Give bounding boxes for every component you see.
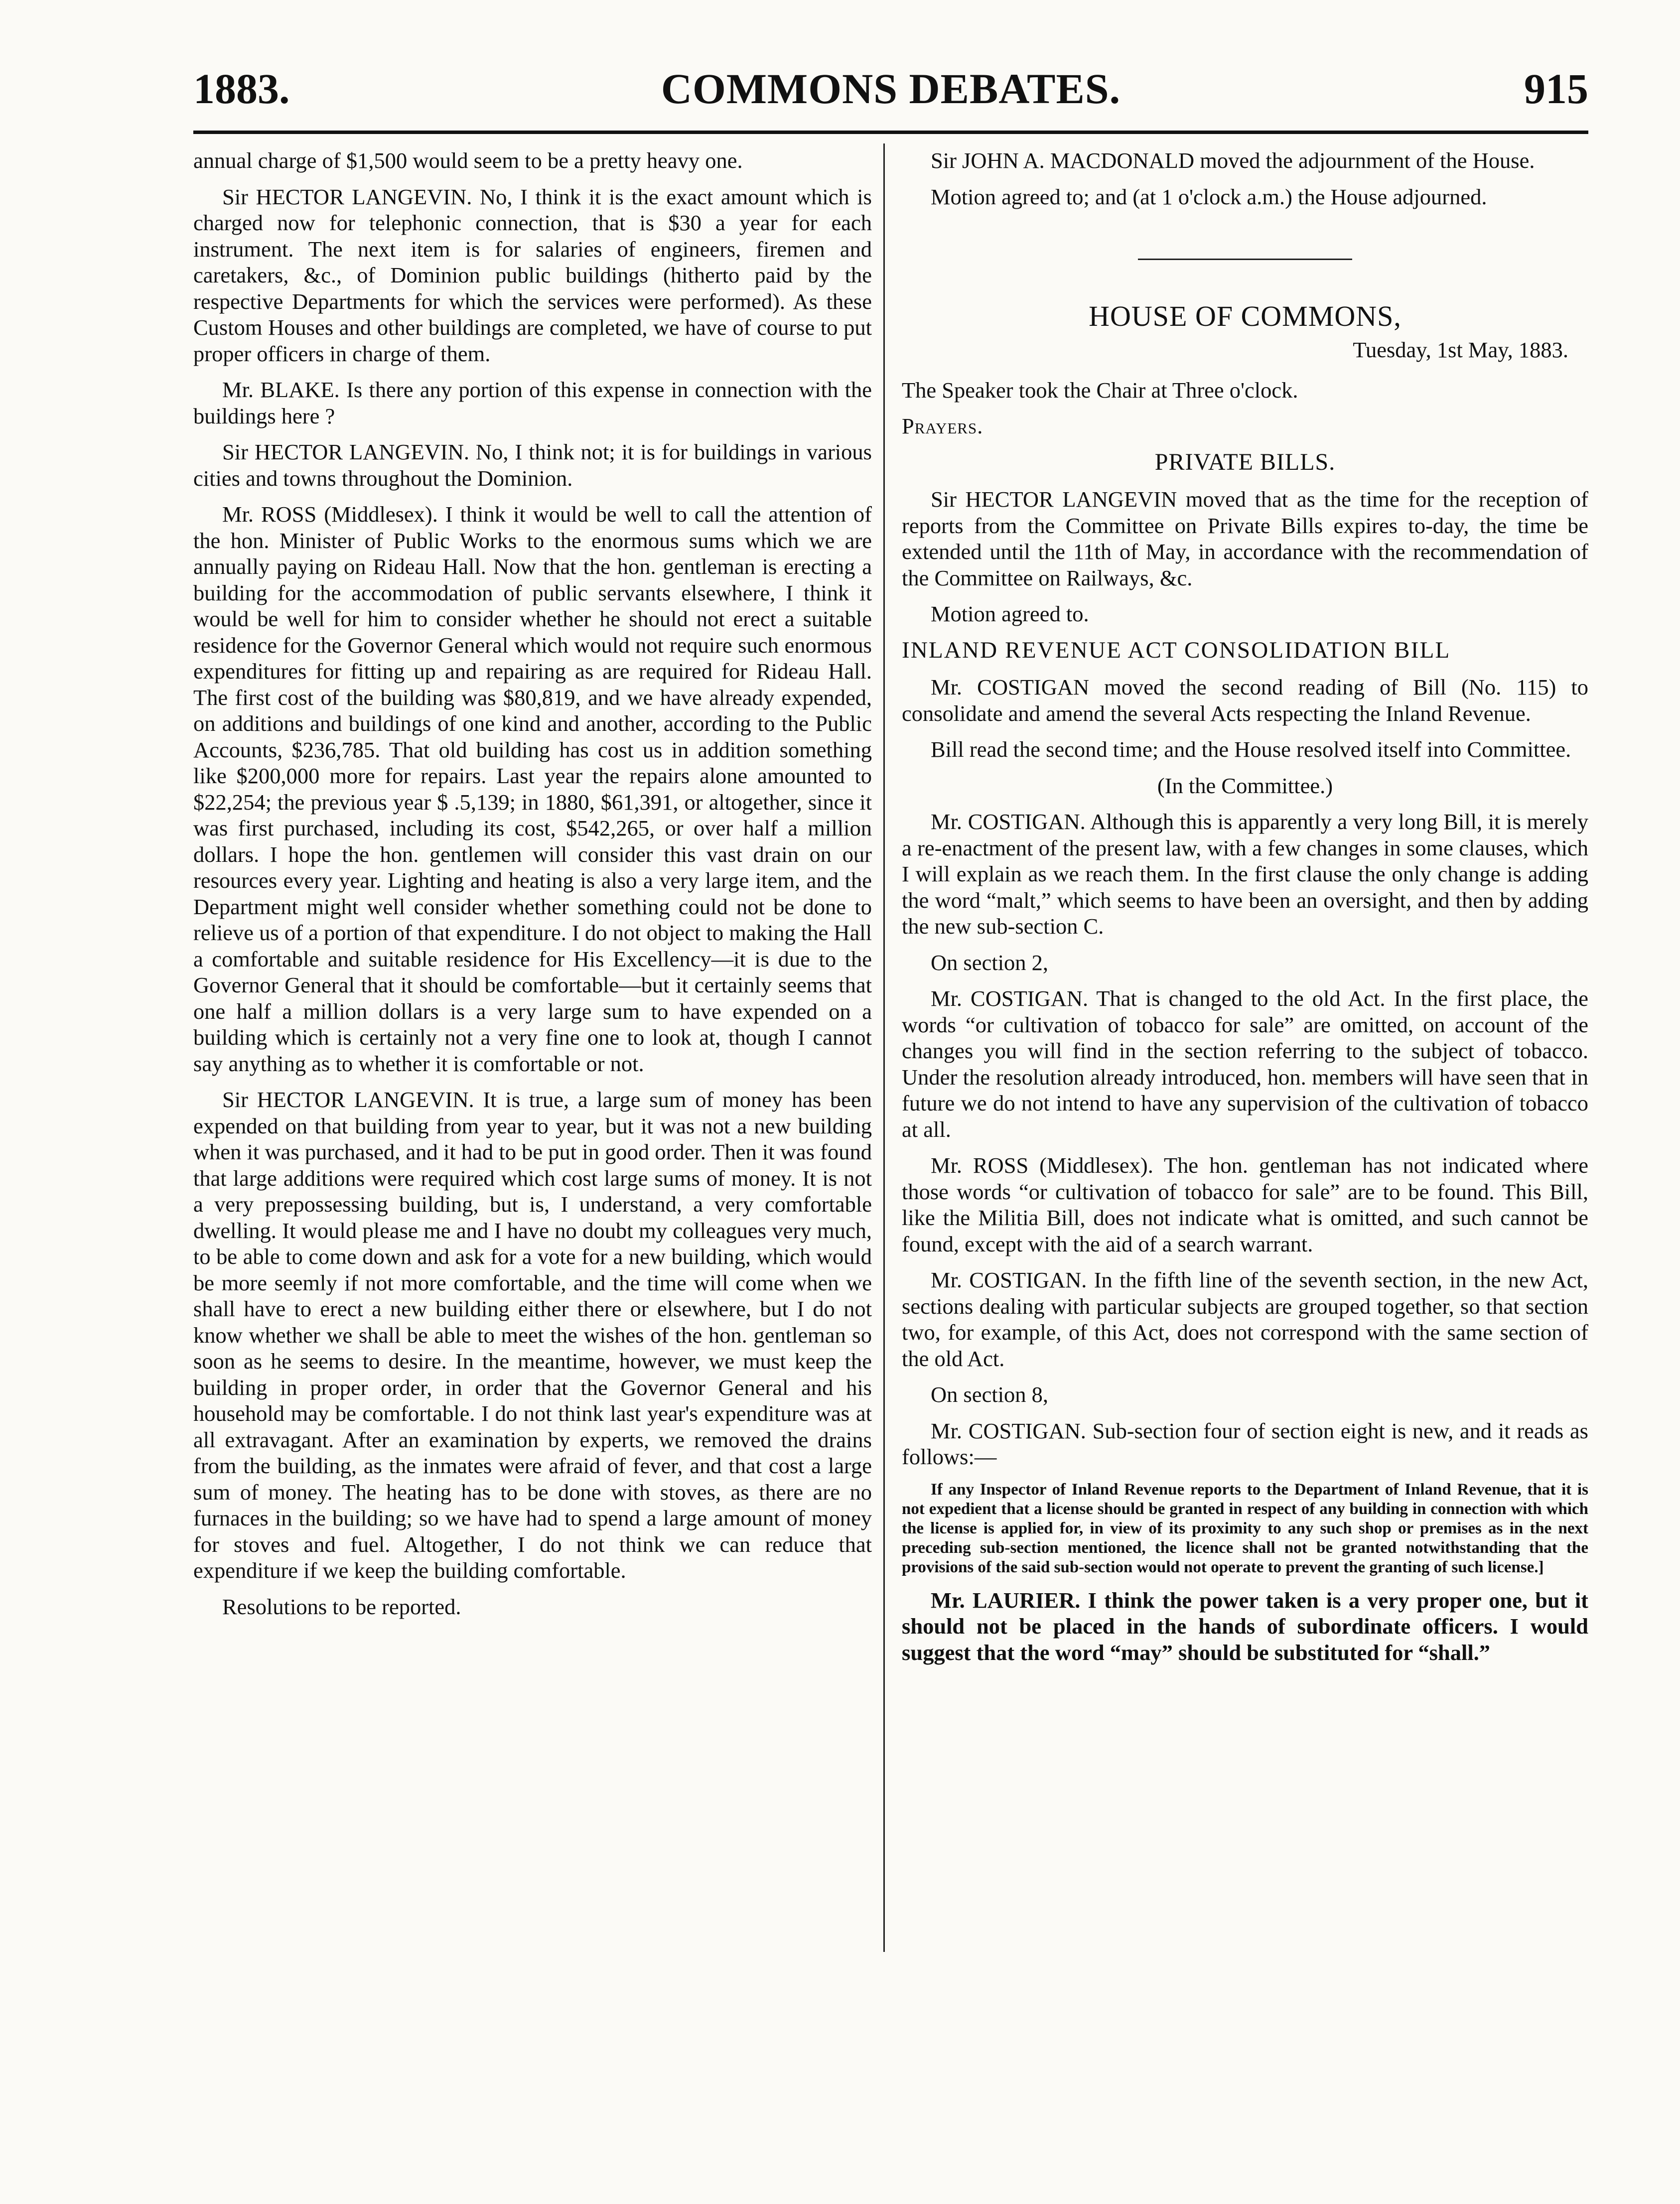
paragraph: Bill read the second time; and the House resolved itself into Committee. (931, 737, 1571, 762)
section-separator (1138, 259, 1352, 260)
paragraph: On section 2, (931, 950, 1049, 975)
column-divider (883, 143, 885, 1952)
paragraph: annual charge of $1,500 would seem to be a pretty heavy one. (193, 148, 743, 173)
paragraph: Motion agreed to; and (at 1 o'clock a.m.) the House adjourned. (931, 184, 1487, 209)
paragraph: Mr. ROSS (Middlesex). I think it would be well to call the attention of the hon. Minister of Public Works to the enormous sums which we are annually paying on Rideau Hall. Now that the hon. gentleman is erecting a building for the accommodation of public servants elsewhere, I think it would be well for him to consider whether he should not erect a suitable residence for the Governor General which would not require such enormous expenditures for fitting up and repairing as are required for Rideau Hall. The first cost of the building was $80,819, and we have already expended, on additions and buildings of one kind and another, according to the Public Accounts, $236,785. That old building has cost us in addition something like $200,000 more for repairs. Last year the repairs alone amounted to $22,254; the previous year $ .5,139; in 1880, $61,391, or altogether, since it was first purchased, including its cost, $542,265, or over half a million dollars. I hope the hon. gentlemen will consider this vast drain on our resources every year. Lighting and heating is also a very large item, and the Department might well consider whether something could not be done to relieve us of a portion of that expenditure. I do not object to making the Hall a comfortable and suitable residence for His Excellency—it is due to the Governor General that it should be comfortable—but it certainly seems that one half a million dollars is a very large sum to have expended on a building which is certainly not a very fine one to look at, though I cannot say anything as to whether it is comfortable or not. (193, 502, 872, 1076)
paragraph: On section 8, (931, 1382, 1049, 1407)
prayers-line: Prayers. (902, 413, 983, 438)
paragraph: Mr. COSTIGAN. In the fifth line of the seventh section, in the new Act, sections dealing with particular subjects are grouped together, so that section two, for example, of this Act, does not correspond with the same section of the old Act. (902, 1267, 1588, 1371)
paragraph: Mr. LAURIER. I think the power taken is a very proper one, but it should not be placed in the hands of subordinate officers. I would suggest that the word “may” should be substituted for “shall.” (902, 1587, 1588, 1665)
paragraph: Mr. COSTIGAN. Although this is apparently a very long Bill, it is merely a re-enactment of the present law, with a few changes in some clauses, which I will explain as we reach them. In the first clause the only change is adding the word “malt,” which seems to have been an oversight, and then by adding the new sub-section C. (902, 809, 1588, 939)
paragraph: Mr. BLAKE. Is there any portion of this expense in connection with the buildings here ? (193, 377, 872, 428)
paragraph: Mr. COSTIGAN moved the second reading of Bill (No. 115) to consolidate and amend the several Acts respecting the Inland Revenue. (902, 675, 1588, 726)
paragraph: Mr. ROSS (Middlesex). The hon. gentleman has not indicated where those words “or cultivation of tobacco for sale” are to be found. This Bill, like the Militia Bill, does not indicate what is omitted, and such cannot be found, except with the aid of a search warrant. (902, 1153, 1588, 1256)
paragraph: Sir HECTOR LANGEVIN. It is true, a large sum of money has been expended on that building from year to year, but it was not a new building when it was purchased, and it had to be put in good order. Then it was found that large additions were required which cost large sums of money. It is not a very prepossessing building, but is, I understand, a very comfortable dwelling. It would please me and I have no doubt my colleagues very much, to be able to come down and ask for a vote for a new building, which would be more seemly if not more comfortable, and the time will come when we shall have to erect a new building either there or elsewhere, but I do not know whether we shall be able to meet the wishes of the hon. gentleman so soon as he seems to desire. In the meantime, however, we must keep the building in proper order, in order that the Governor General and his household may be comfortable. I do not think last year's expenditure was at all extravagant. After an examination by experts, we removed the drains from the building, as the inmates were afraid of fever, and that cost a large sum of money. The heating has to be done with stoves, as there are no furnaces in the building; so we have had to spend a large amount of money for stoves and fuel. Altogether, I do not think we can reduce that expenditure if we keep the building comfortable. (193, 1087, 872, 1583)
paragraph: Sir HECTOR LANGEVIN. No, I think it is the exact amount which is charged now for telephonic connection, that is $30 a year for each instrument. The next item is for salaries of engineers, firemen and caretakers, &c., of Dominion public buildings (hitherto paid by the respective Departments for which the services were performed). As these Custom Houses and other buildings are completed, we have of course to put proper officers in charge of them. (193, 184, 872, 366)
paragraph: Resolutions to be reported. (222, 1594, 461, 1619)
in-committee-line: (In the Committee.) (1157, 773, 1333, 798)
paragraph: Sir HECTOR LANGEVIN. No, I think not; it is for buildings in various cities and towns throughout the Dominion. (193, 439, 872, 491)
paragraph: Mr. COSTIGAN. That is changed to the old Act. In the first place, the words “or cultivation of tobacco for sale” are omitted, on account of the changes you will find in the section referring to the subject of tobacco. Under the resolution already introduced, hon. members will have seen that in future we do not intend to have any supervision of the cultivation of tobacco at all. (902, 986, 1588, 1142)
left-column (193, 147, 872, 1630)
header-title: COMMONS DEBATES. (661, 65, 1121, 113)
house-title: HOUSE OF COMMONS, (1089, 300, 1401, 332)
private-bills-heading: PRIVATE BILLS. (1154, 448, 1336, 475)
paragraph: Sir JOHN A. MACDONALD moved the adjournment of the House. (931, 148, 1535, 173)
paragraph: Sir HECTOR LANGEVIN moved that as the time for the reception of reports from the Committee on Private Bills expires to-day, the time be extended until the 11th of May, in accordance with the recommendation of the Committee on Railways, &c. (902, 487, 1588, 590)
header-year: 1883. (193, 65, 290, 113)
dateline: Tuesday, 1st May, 1883. (1353, 337, 1568, 362)
paragraph: Mr. COSTIGAN. Sub-section four of section eight is new, and it reads as follows:— (902, 1418, 1588, 1469)
bill-heading: INLAND REVENUE ACT CONSOLIDATION BILL (902, 637, 1451, 663)
quoted-subsection: If any Inspector of Inland Revenue reports to the Department of Inland Revenue, that it is not expedient that a license should be granted in respect of any building in connection with which the license is applied for, in view of its proximity to any such shop or premises as in the next preceding sub-section mentioned, the licence shall not be granted notwithstanding that the provisions of the said sub-section would not operate to prevent the granting of such license.] (902, 1480, 1588, 1576)
page-header (193, 60, 1588, 130)
speaker-line: The Speaker took the Chair at Three o'clock. (902, 377, 1298, 403)
paragraph: Motion agreed to. (931, 601, 1089, 626)
header-page-number: 915 (1524, 65, 1588, 113)
header-rule (193, 131, 1588, 134)
right-column (902, 147, 1588, 1675)
